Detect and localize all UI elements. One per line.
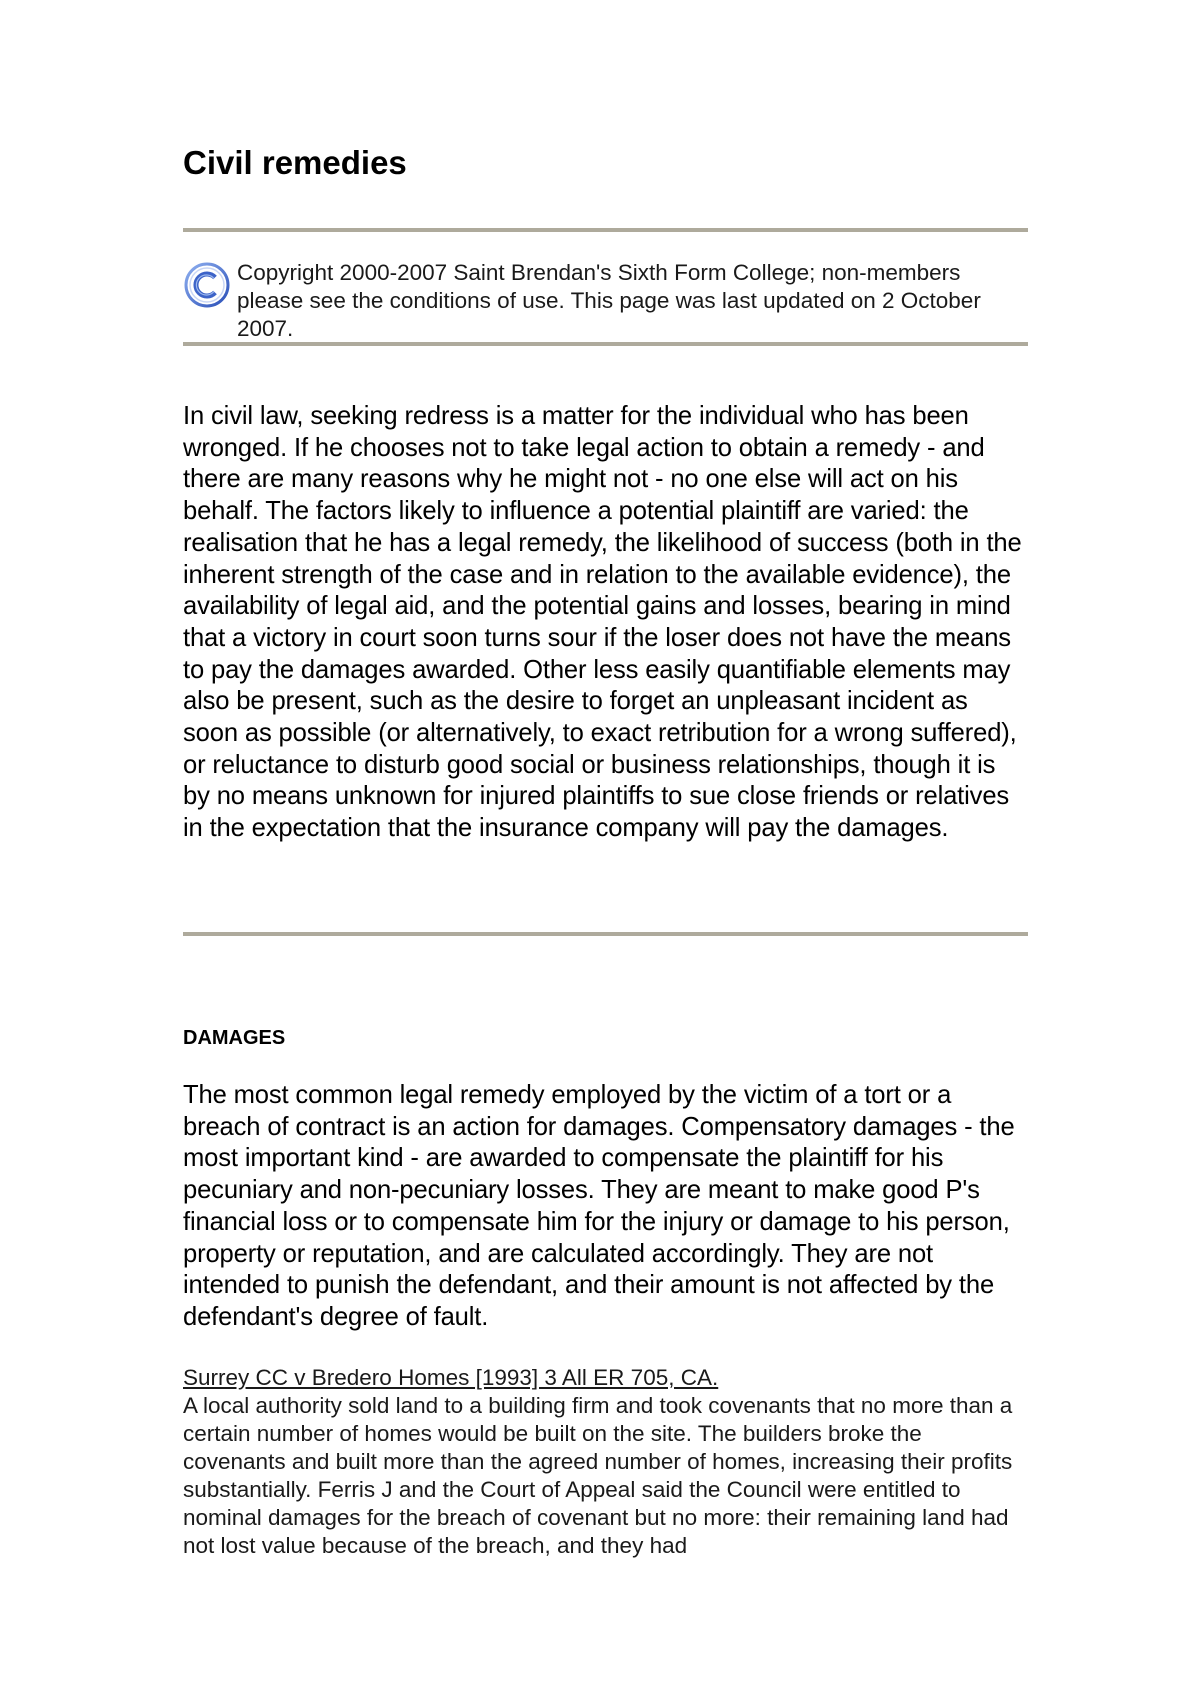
intro-paragraph: In civil law, seeking redress is a matter for the individual who has been wronged. If he chooses not to take legal action to obtain a remedy - and there are many reasons why he might not - no one else will act on his behalf. The factors likely to influence a potential plaintiff are varied: the realisation that he has a legal remedy, the likelihood of success (both in the inherent strength of the case and in relation to the available evidence), the availability of legal aid, and the potential gains and losses, bearing in mind that a victory in court soon turns sour if the loser does not have the means to pay the damages awarded. Other less easily quantifiable elements may also be present, such as the desire to forget an unpleasant incident as soon as possible (or alternatively, to exact retribution for a wrong suffered), or reluctance to disturb good social or business relationships, though it is by no means unknown for injured plaintiffs to sue close friends or relatives in the expectation that the insurance company will pay the damages. <box>183 402 1022 843</box>
copyright-text: Copyright 2000-2007 Saint Brendan's Sixth Form College; non-members please see the conditions of use. This page was last updated on 2 October 2007. <box>237 260 981 341</box>
horizontal-rule <box>183 932 1028 936</box>
horizontal-rule <box>183 342 1028 346</box>
section-heading-damages: DAMAGES <box>183 1027 286 1049</box>
case-summary: A local authority sold land to a building firm and took covenants that no more than a certain number of homes would be built on the site. The builders broke the covenants and built more than the agreed number of homes, increasing their profits substantially. Ferris J and the Court of Appeal said the Council were entitled to nominal damages for the breach of covenant but no more: their remaining land had not lost value because of the breach, and they had <box>183 1393 1013 1558</box>
case-citation-link[interactable]: Surrey CC v Bredero Homes [1993] 3 All ER 705, CA. <box>183 1365 719 1390</box>
horizontal-rule <box>183 228 1028 232</box>
copyright-icon <box>183 261 231 309</box>
page-title: Civil remedies <box>183 144 407 181</box>
copyright-notice <box>183 259 1028 339</box>
damages-paragraph: The most common legal remedy employed by the victim of a tort or a breach of contract is an action for damages. Compensatory damages - the most important kind - are awarded to compensate the plaintiff for his pecuniary and non-pecuniary losses. They are meant to make good P's financial loss or to compensate him for the injury or damage to his person, property or reputation, and are calculated accordingly. They are not intended to punish the defendant, and their amount is not affected by the defendant's degree of fault. <box>183 1081 1015 1331</box>
